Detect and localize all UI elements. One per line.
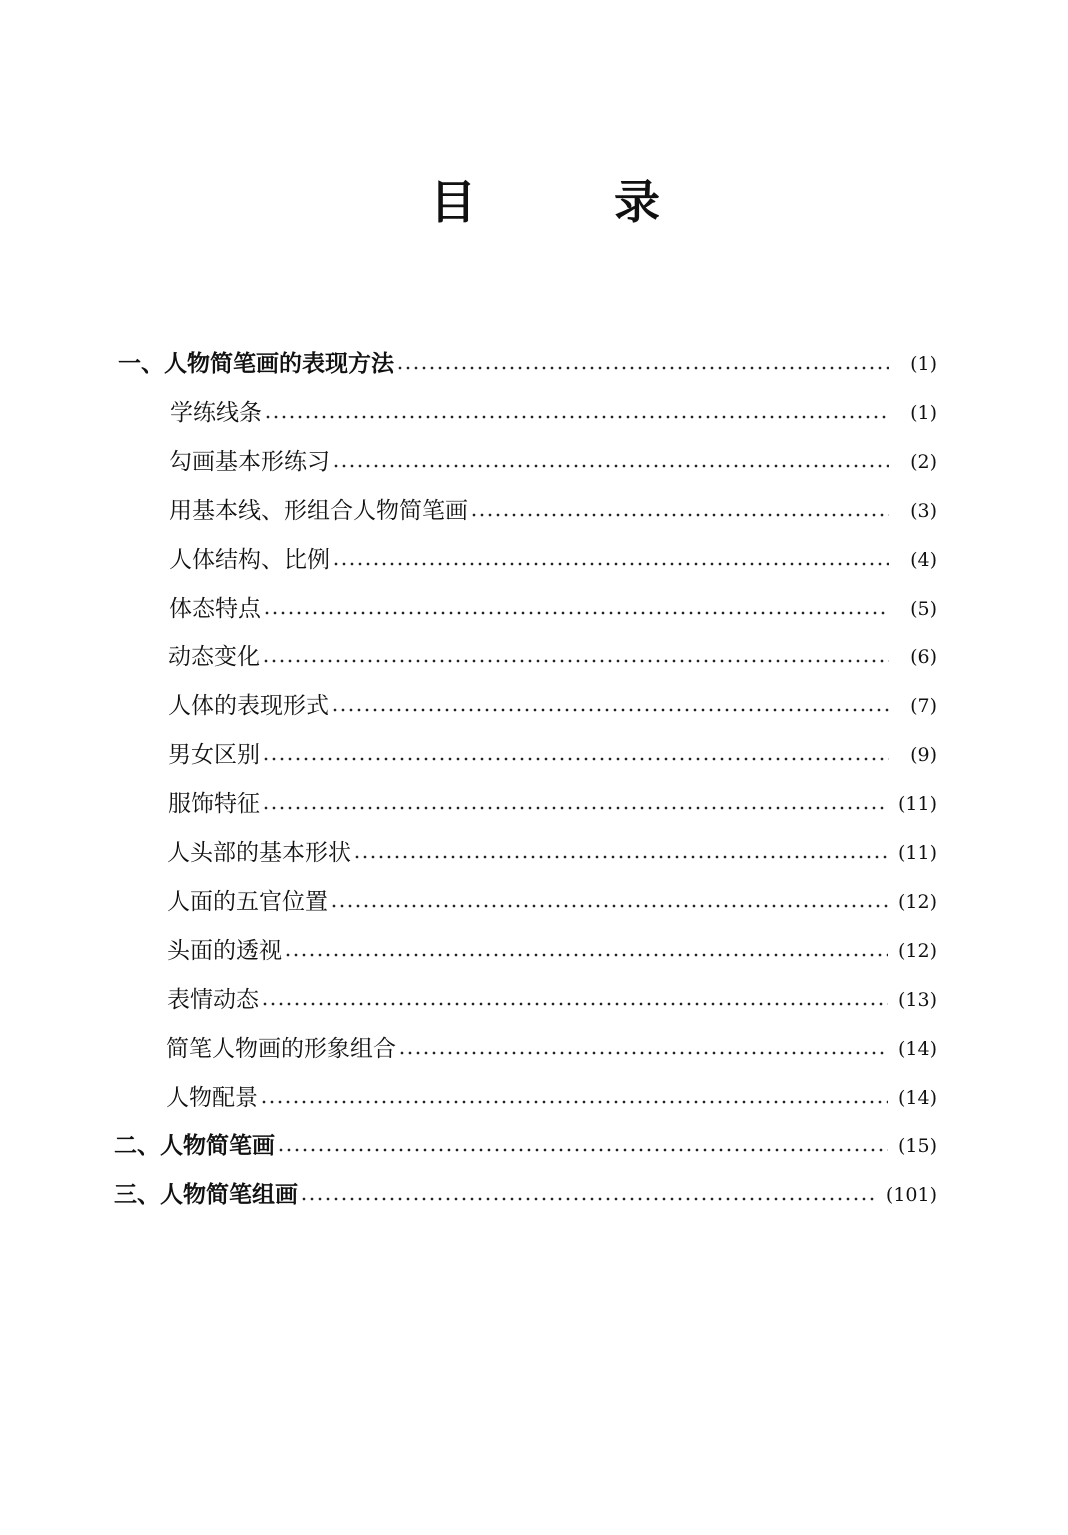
dot-leader: [331, 708, 889, 712]
dot-leader: [261, 1002, 888, 1006]
toc-page-number: (15): [897, 1135, 937, 1157]
toc-entry-label: 三、人物简笔组画: [114, 1182, 298, 1208]
toc-entry-label: 人体的表现形式: [168, 693, 329, 719]
toc-entry-label: 头面的透视: [167, 938, 282, 964]
dot-leader: [263, 611, 889, 615]
dot-leader: [330, 904, 888, 908]
toc-page-number: (1): [910, 353, 937, 375]
toc-entry-label: 用基本线、形组合人物简笔画: [169, 498, 468, 524]
toc-page-number: (14): [897, 1087, 937, 1109]
dot-leader: [277, 1148, 888, 1152]
toc-page-number: (1): [910, 402, 937, 424]
toc-entry-row: [167, 931, 937, 971]
toc-page-number: (6): [910, 646, 937, 668]
toc-entry-label: 二、人物简笔画: [114, 1133, 275, 1159]
toc-entry-row: [168, 686, 937, 726]
toc-page-number: (7): [910, 695, 937, 717]
toc-entry-label: 动态变化: [168, 644, 260, 670]
toc-entry-row: [167, 833, 937, 873]
dot-leader: [398, 1051, 888, 1055]
toc-entry-label: 勾画基本形练习: [169, 449, 330, 475]
dot-leader: [262, 757, 889, 761]
dot-leader: [264, 415, 889, 419]
toc-entry-row: [167, 882, 937, 922]
page-title: [0, 172, 1068, 242]
toc-entry-row: [170, 393, 937, 433]
toc-section-row: [114, 1175, 937, 1215]
dot-leader: [262, 806, 888, 810]
toc-entry-label: 服饰特征: [168, 791, 260, 817]
dot-leader: [260, 1100, 888, 1104]
dot-leader: [353, 855, 888, 859]
title-char-1: 目: [430, 175, 476, 229]
toc-entry-label: 人头部的基本形状: [167, 840, 351, 866]
toc-section-row: [114, 1126, 937, 1166]
toc-entry-row: [169, 540, 937, 580]
toc-page-number: (11): [897, 842, 937, 864]
dot-leader: [262, 659, 889, 663]
toc-entry-row: [169, 589, 937, 629]
toc-entry-row: [168, 784, 937, 824]
toc-entry-label: 体态特点: [169, 596, 261, 622]
toc-page-number: (12): [897, 891, 937, 913]
dot-leader: [396, 366, 889, 370]
toc-entry-label: 学练线条: [170, 400, 262, 426]
toc-entry-row: [167, 980, 937, 1020]
toc-entry-label: 简笔人物画的形象组合: [166, 1036, 396, 1062]
toc-page-number: (11): [897, 793, 937, 815]
toc-entry-label: 人体结构、比例: [169, 547, 330, 573]
dot-leader: [332, 562, 889, 566]
toc-page-number: (2): [910, 451, 937, 473]
title-char-2: 录: [614, 175, 660, 229]
toc-entry-row: [169, 442, 937, 482]
toc-entry-label: 人面的五官位置: [167, 889, 328, 915]
toc-page-number: (14): [897, 1038, 937, 1060]
toc-entry-row: [168, 637, 937, 677]
toc-page-number: (4): [910, 549, 937, 571]
toc-entry-label: 一、人物简笔画的表现方法: [118, 351, 394, 377]
dot-leader: [332, 464, 889, 468]
toc-page-number: (5): [910, 598, 937, 620]
toc-page-number: (13): [897, 989, 937, 1011]
toc-page-number: (3): [910, 500, 937, 522]
dot-leader: [470, 513, 889, 517]
toc-entry-row: [166, 1029, 937, 1069]
dot-leader: [284, 953, 888, 957]
toc-page-number: (101): [885, 1184, 937, 1206]
toc-page-number: (12): [897, 940, 937, 962]
toc-entry-row: [168, 735, 937, 775]
toc-entry-label: 男女区别: [168, 742, 260, 768]
dot-leader: [300, 1197, 876, 1201]
toc-entry-label: 人物配景: [166, 1085, 258, 1111]
toc-section-row: [118, 344, 937, 384]
toc-entry-label: 表情动态: [167, 987, 259, 1013]
toc-page-number: (9): [910, 744, 937, 766]
toc-entry-row: [166, 1078, 937, 1118]
toc-entry-row: [169, 491, 937, 531]
